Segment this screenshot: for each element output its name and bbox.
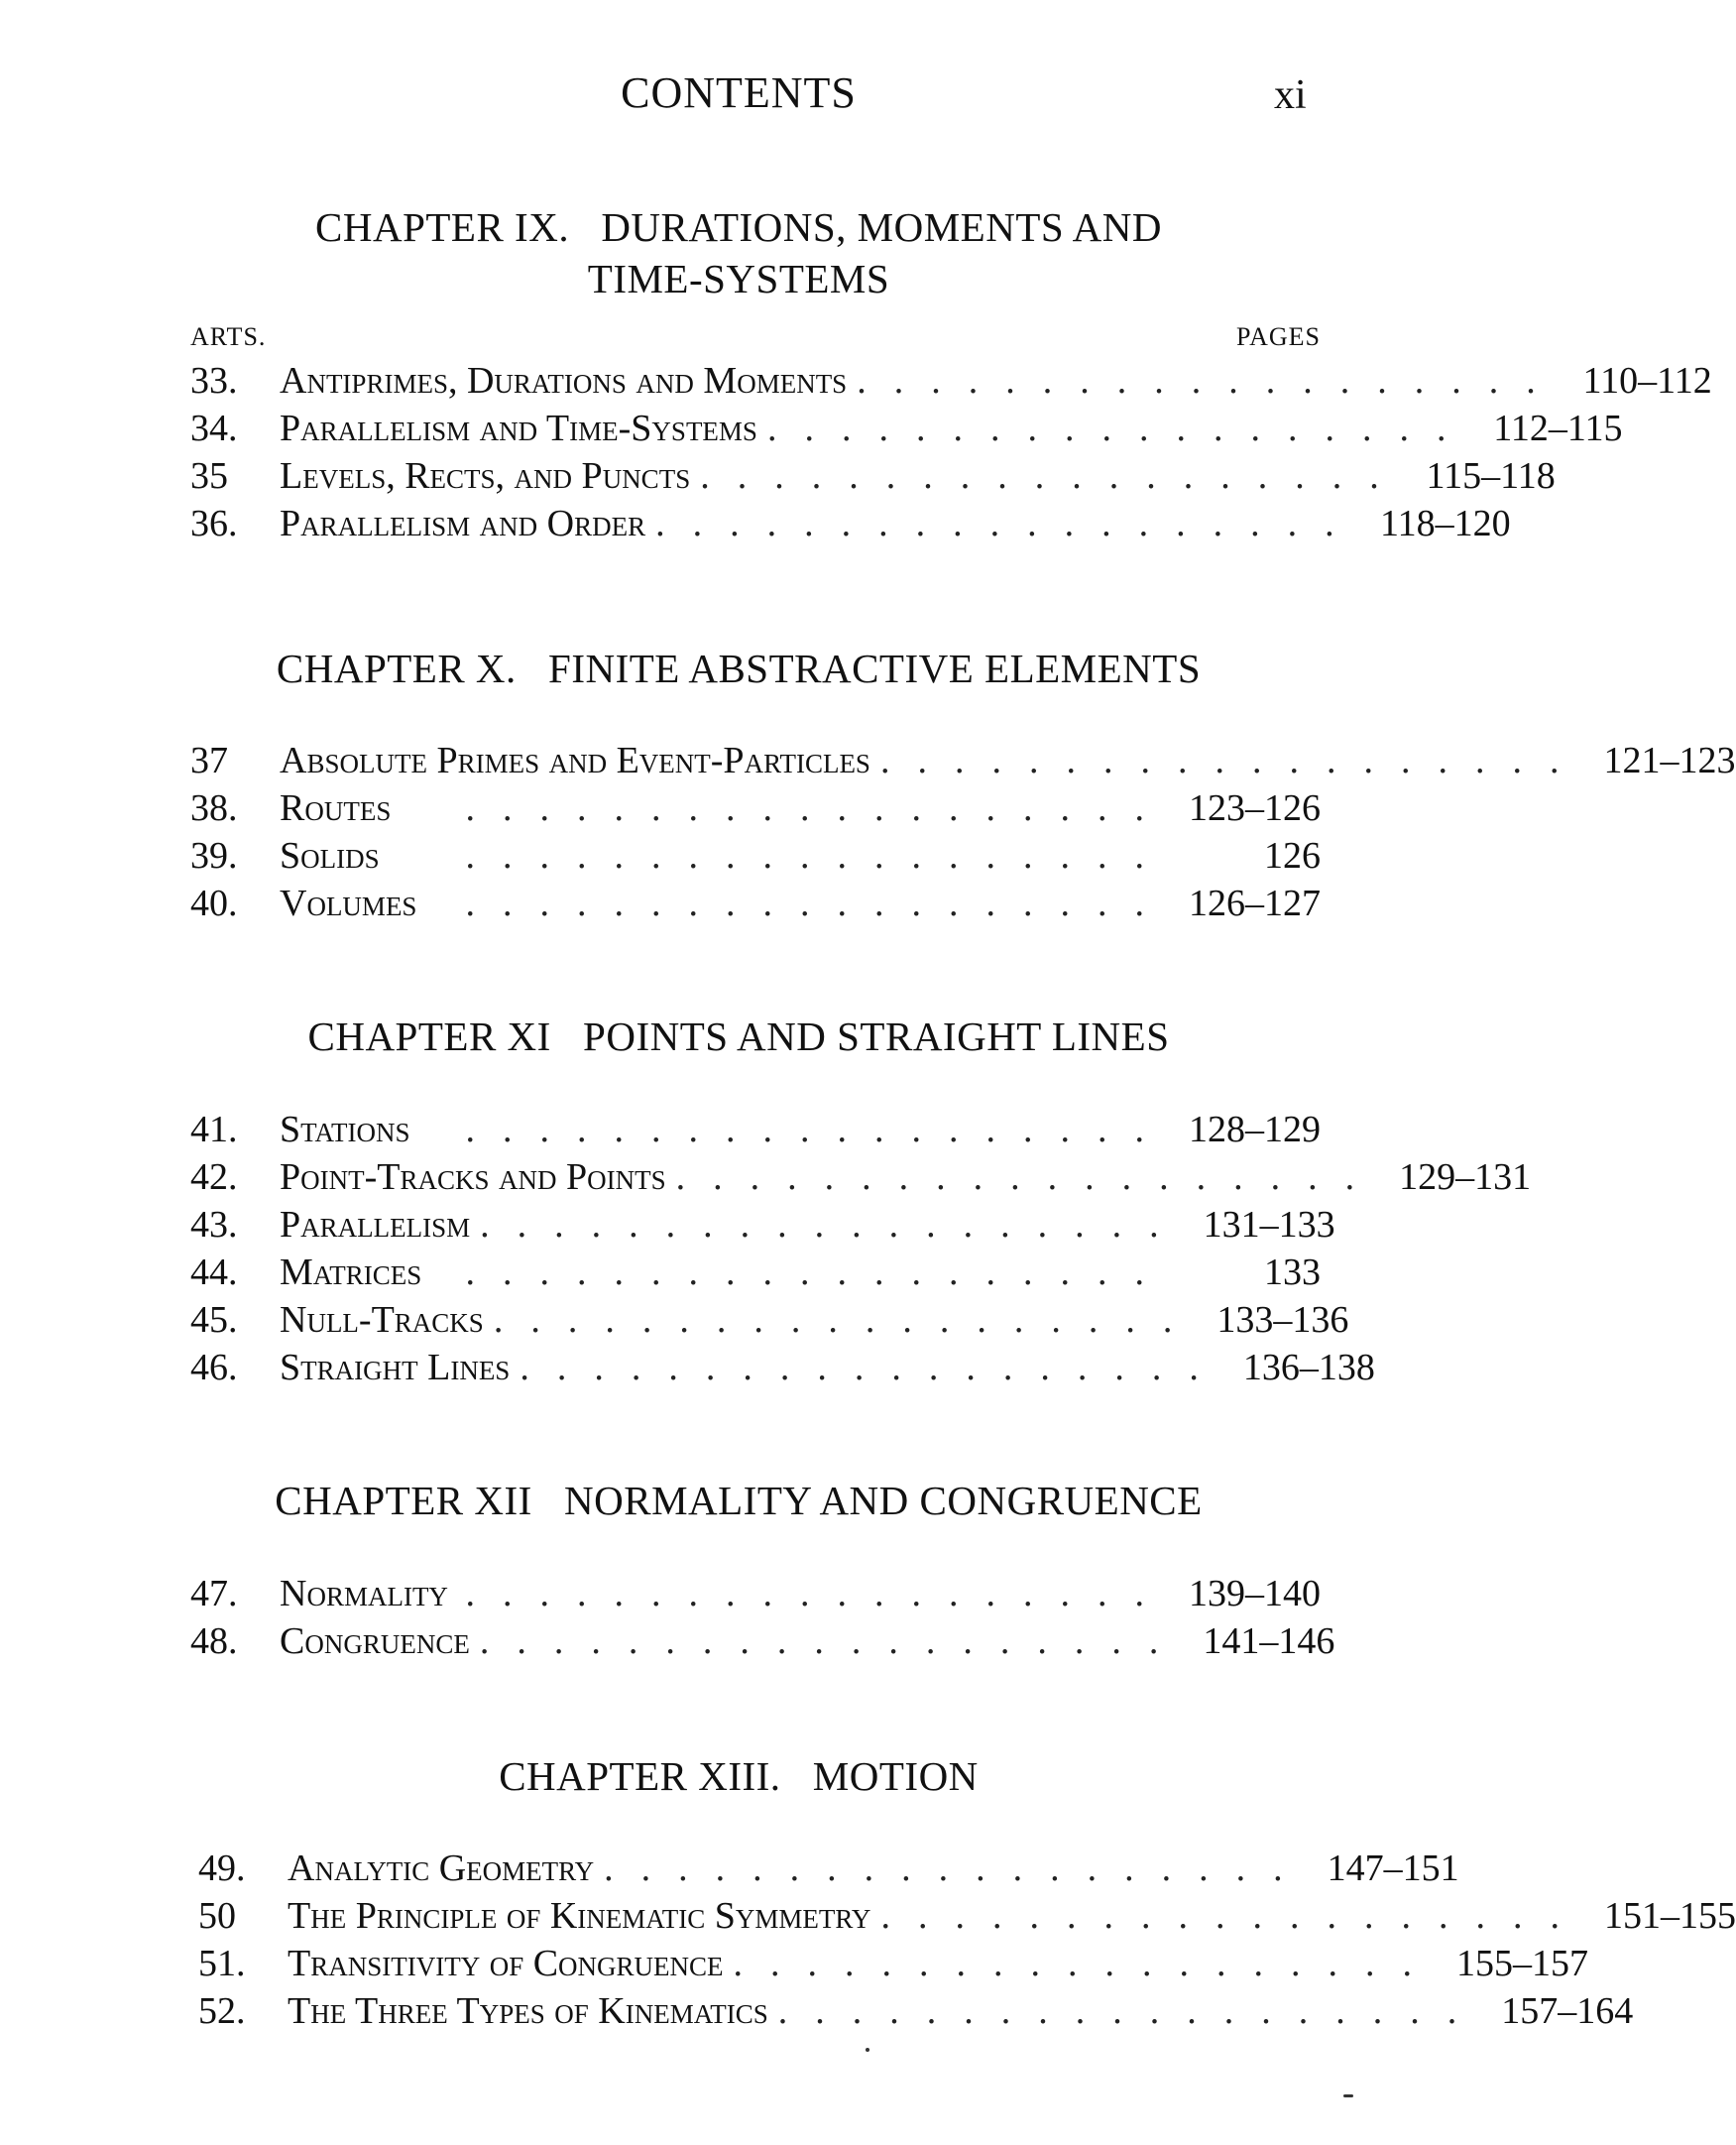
entry-number: 42. xyxy=(190,1156,238,1198)
toc-entry xyxy=(198,1847,1459,1894)
entry-number: 46. xyxy=(190,1347,238,1388)
toc-list-chapter-xiii xyxy=(198,1847,1736,2037)
entry-number: 38. xyxy=(190,787,238,829)
entry-number: 44. xyxy=(190,1251,238,1293)
entry-pages: 141–146 xyxy=(1203,1620,1335,1662)
page-number: xi xyxy=(1274,72,1307,118)
leader-dots: ................... xyxy=(766,408,1474,449)
toc-entry xyxy=(190,1155,1532,1203)
entry-number: 47. xyxy=(190,1573,238,1614)
leader-dots: ................... xyxy=(465,1573,1172,1614)
scan-speck xyxy=(866,2048,869,2052)
entry-pages: 126 xyxy=(1264,835,1321,877)
entry-pages: 126–127 xyxy=(1189,883,1321,924)
toc-entry xyxy=(190,407,1623,454)
chapter-heading-line: CHAPTER XI POINTS AND STRAIGHT LINES xyxy=(307,1013,1170,1059)
entry-title: Parallelism xyxy=(280,1204,471,1246)
entry-title: Stations xyxy=(280,1109,410,1150)
chapter-heading xyxy=(0,1750,1477,1802)
toc-entry xyxy=(190,1251,1321,1298)
pages-label: PAGES xyxy=(1236,322,1321,351)
entry-pages: 112–115 xyxy=(1493,408,1623,449)
entry-title: Null-Tracks xyxy=(280,1299,484,1341)
toc-entry xyxy=(198,1894,1736,1942)
entry-pages: 131–133 xyxy=(1203,1204,1335,1246)
entry-title: Analytic Geometry xyxy=(288,1847,595,1889)
leader-dots: ................... xyxy=(465,1251,1172,1293)
entry-number: 33. xyxy=(190,360,238,402)
chapter-heading xyxy=(0,201,1477,304)
toc-list-chapter-xii xyxy=(190,1572,1335,1667)
toc-entry xyxy=(190,1619,1335,1667)
chapter-heading xyxy=(0,643,1477,694)
chapter-heading-line: TIME-SYSTEMS xyxy=(587,256,890,301)
leader-dots: ................... xyxy=(479,1620,1187,1662)
entry-number: 36. xyxy=(190,503,238,544)
entry-title: Matrices xyxy=(280,1251,422,1293)
entry-number: 51. xyxy=(198,1943,246,1984)
leader-dots: ................... xyxy=(520,1347,1226,1388)
entry-title: Parallelism and Order xyxy=(280,503,646,544)
toc-entry xyxy=(190,502,1511,549)
entry-pages: 128–129 xyxy=(1189,1109,1321,1150)
entry-pages: 115–118 xyxy=(1426,455,1556,497)
entry-number: 34. xyxy=(190,408,238,449)
entry-pages: 147–151 xyxy=(1327,1847,1459,1889)
entry-title: Transitivity of Congruence xyxy=(288,1943,724,1984)
entry-pages: 129–131 xyxy=(1399,1156,1532,1198)
chapter-heading xyxy=(0,1475,1477,1526)
entry-pages: 121–123 xyxy=(1603,740,1736,781)
toc-list-chapter-x xyxy=(190,739,1736,929)
toc-entry xyxy=(190,1572,1321,1619)
chapter-heading xyxy=(0,1011,1477,1062)
entry-number: 49. xyxy=(198,1847,246,1889)
leader-dots: ................... xyxy=(480,1204,1187,1246)
leader-dots: ................... xyxy=(493,1299,1201,1341)
entry-pages: 136–138 xyxy=(1242,1347,1375,1388)
entry-number: 50 xyxy=(198,1895,236,1937)
toc-entry xyxy=(190,454,1556,502)
entry-title: Solids xyxy=(280,835,380,877)
toc-entry xyxy=(190,359,1712,407)
toc-entry xyxy=(190,739,1736,786)
entry-title: Normality xyxy=(280,1573,448,1614)
entry-title: Parallelism and Time-Systems xyxy=(280,408,757,449)
entry-title: Volumes xyxy=(280,883,417,924)
leader-dots: ................... xyxy=(465,883,1172,924)
leader-dots: ................... xyxy=(604,1847,1311,1889)
leader-dots: ................... xyxy=(465,835,1172,877)
entry-pages: 133–136 xyxy=(1216,1299,1349,1341)
entry-number: 48. xyxy=(190,1620,238,1662)
entry-title: Absolute Primes and Event-Particles xyxy=(280,740,870,781)
chapter-heading-line: CHAPTER XII NORMALITY AND CONGRUENCE xyxy=(275,1478,1203,1523)
toc-entry xyxy=(198,1942,1589,1989)
toc-entry xyxy=(190,1108,1321,1155)
leader-dots: ................... xyxy=(857,360,1563,402)
leader-dots: ................... xyxy=(880,1895,1587,1937)
column-labels xyxy=(190,322,1321,352)
entry-pages: 157–164 xyxy=(1501,1990,1634,2032)
entry-title: The Three Types of Kinematics xyxy=(288,1990,768,2032)
entry-pages: 139–140 xyxy=(1189,1573,1321,1614)
toc-entry xyxy=(190,834,1321,882)
toc-list-chapter-ix xyxy=(190,359,1712,549)
entry-pages: 155–157 xyxy=(1456,1943,1589,1984)
entry-title: Congruence xyxy=(280,1620,470,1662)
entry-number: 35 xyxy=(190,455,228,497)
entry-number: 39. xyxy=(190,835,238,877)
leader-dots: ................... xyxy=(675,1156,1383,1198)
leader-dots: ................... xyxy=(465,1109,1172,1150)
entry-title: The Principle of Kinematic Symmetry xyxy=(288,1895,871,1937)
toc-entry xyxy=(190,1203,1335,1251)
chapter-heading-line: CHAPTER XIII. MOTION xyxy=(499,1753,979,1799)
arts-label: ARTS. xyxy=(190,322,267,351)
leader-dots: ................... xyxy=(465,787,1172,829)
entry-pages: 118–120 xyxy=(1379,503,1511,544)
scan-speck xyxy=(1343,2094,1353,2097)
entry-title: Point-Tracks and Points xyxy=(280,1156,666,1198)
entry-number: 43. xyxy=(190,1204,238,1246)
entry-number: 37 xyxy=(190,740,228,781)
toc-entry xyxy=(190,1346,1375,1393)
entry-title: Antiprimes, Durations and Moments xyxy=(280,360,848,402)
toc-entry xyxy=(198,1989,1634,2037)
leader-dots: ................... xyxy=(655,503,1362,544)
entry-number: 45. xyxy=(190,1299,238,1341)
entry-title: Levels, Rects, and Puncts xyxy=(280,455,691,497)
toc-list-chapter-xi xyxy=(190,1108,1532,1393)
leader-dots: ................... xyxy=(879,740,1587,781)
toc-entry xyxy=(190,1298,1349,1346)
leader-dots: ................... xyxy=(700,455,1407,497)
leader-dots: ................... xyxy=(777,1990,1485,2032)
entry-pages: 151–155 xyxy=(1603,1895,1736,1937)
entry-title: Straight Lines xyxy=(280,1347,511,1388)
running-header-title: CONTENTS xyxy=(621,68,857,117)
leader-dots: ................... xyxy=(733,1943,1441,1984)
entry-title: Routes xyxy=(280,787,392,829)
entry-number: 40. xyxy=(190,883,238,924)
toc-entry xyxy=(190,786,1321,834)
entry-pages: 133 xyxy=(1264,1251,1321,1293)
chapter-heading-line: CHAPTER IX. DURATIONS, MOMENTS AND xyxy=(315,204,1162,250)
entry-number: 52. xyxy=(198,1990,246,2032)
entry-pages: 110–112 xyxy=(1582,360,1712,402)
toc-entry xyxy=(190,882,1321,929)
entry-pages: 123–126 xyxy=(1189,787,1321,829)
entry-number: 41. xyxy=(190,1109,238,1150)
chapter-heading-line: CHAPTER X. FINITE ABSTRACTIVE ELEMENTS xyxy=(276,646,1202,691)
